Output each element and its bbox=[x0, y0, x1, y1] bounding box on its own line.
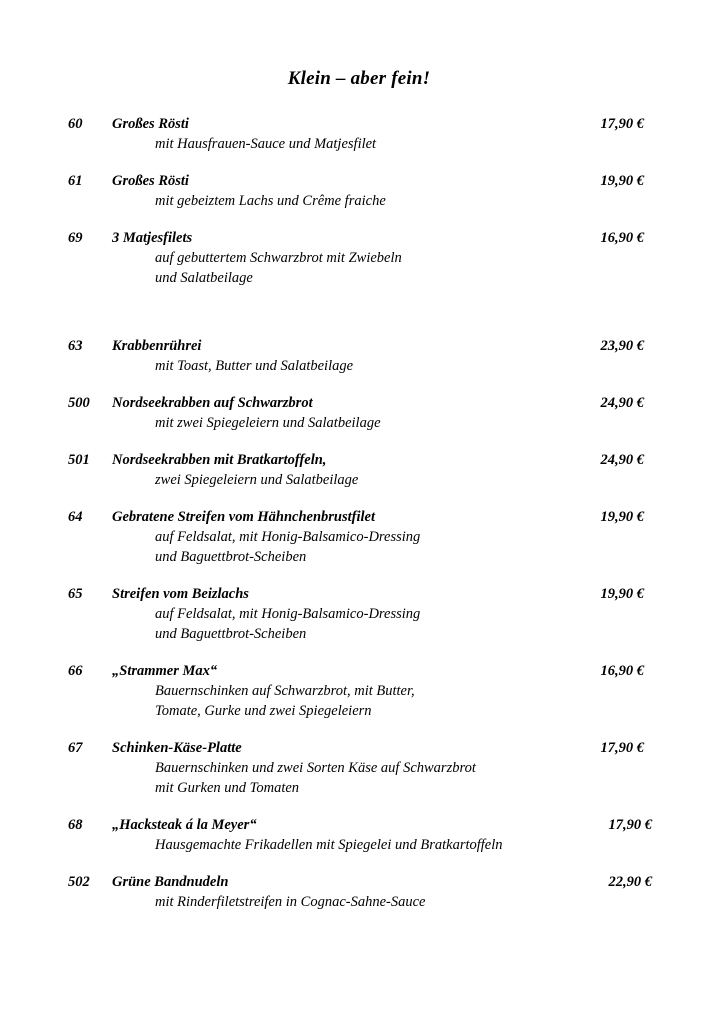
item-price: 16,90 € bbox=[600, 663, 644, 679]
item-number: 69 bbox=[68, 230, 83, 246]
item-name: Gebratene Streifen vom Hähnchenbrustfilet bbox=[112, 509, 376, 525]
item-number: 500 bbox=[68, 395, 90, 411]
item-price: 17,90 € bbox=[600, 116, 644, 132]
item-name: „Strammer Max“ bbox=[112, 663, 218, 679]
item-number: 64 bbox=[68, 509, 83, 525]
item-description-line: Hausgemachte Frikadellen mit Spiegelei und Bratkartoffeln bbox=[155, 837, 503, 853]
item-description-line: auf Feldsalat, mit Honig-Balsamico-Dressing bbox=[155, 529, 421, 545]
item-number: 66 bbox=[68, 663, 83, 679]
page-title: Klein – aber fein! bbox=[287, 68, 431, 89]
item-description-line: und Salatbeilage bbox=[155, 270, 253, 286]
item-description-line: zwei Spiegeleiern und Salatbeilage bbox=[155, 472, 359, 488]
item-description-line: mit Hausfrauen-Sauce und Matjesfilet bbox=[155, 136, 377, 152]
menu-item bbox=[0, 872, 724, 912]
item-name: Nordseekrabben mit Bratkartoffeln, bbox=[112, 452, 327, 468]
item-description-line: mit Gurken und Tomaten bbox=[155, 780, 300, 796]
item-name: Nordseekrabben auf Schwarzbrot bbox=[112, 395, 313, 411]
item-price: 23,90 € bbox=[600, 338, 644, 354]
menu-item bbox=[0, 228, 724, 288]
menu-item bbox=[0, 584, 724, 644]
item-description-line: mit Rinderfiletstreifen in Cognac-Sahne-Sauce bbox=[155, 894, 426, 910]
item-number: 60 bbox=[68, 116, 83, 132]
menu-item-list bbox=[0, 114, 724, 912]
item-description-line: Bauernschinken und zwei Sorten Käse auf Schwarzbrot bbox=[155, 760, 476, 776]
item-name: „Hacksteak á la Meyer“ bbox=[112, 817, 257, 833]
item-name: Grüne Bandnudeln bbox=[112, 874, 229, 890]
item-description-line: mit zwei Spiegeleiern und Salatbeilage bbox=[155, 415, 381, 431]
item-price: 19,90 € bbox=[600, 586, 644, 602]
item-price: 24,90 € bbox=[600, 452, 644, 468]
item-description-line: auf Feldsalat, mit Honig-Balsamico-Dressing bbox=[155, 606, 421, 622]
item-number: 68 bbox=[68, 817, 83, 833]
item-number: 63 bbox=[68, 338, 83, 354]
menu-item bbox=[0, 738, 724, 798]
item-price: 19,90 € bbox=[600, 509, 644, 525]
item-number: 67 bbox=[68, 740, 83, 756]
item-price: 19,90 € bbox=[600, 173, 644, 189]
item-name: Schinken-Käse-Platte bbox=[112, 740, 242, 756]
menu-item bbox=[0, 114, 724, 154]
menu-item bbox=[0, 393, 724, 433]
menu-item bbox=[0, 336, 724, 376]
item-number: 61 bbox=[68, 173, 83, 189]
menu-item bbox=[0, 450, 724, 490]
item-description-line: Tomate, Gurke und zwei Spiegeleiern bbox=[155, 703, 372, 719]
menu-item bbox=[0, 171, 724, 211]
item-description-line: und Baguettbrot-Scheiben bbox=[155, 549, 307, 565]
item-name: Großes Rösti bbox=[112, 116, 189, 132]
item-description-line: auf gebuttertem Schwarzbrot mit Zwiebeln bbox=[155, 250, 402, 266]
menu-item bbox=[0, 507, 724, 567]
item-price: 16,90 € bbox=[600, 230, 644, 246]
item-description-line: und Baguettbrot-Scheiben bbox=[155, 626, 307, 642]
item-description-line: mit Toast, Butter und Salatbeilage bbox=[155, 358, 354, 374]
item-description-line: Bauernschinken auf Schwarzbrot, mit Butter, bbox=[155, 683, 415, 699]
item-price: 17,90 € bbox=[600, 740, 644, 756]
item-price: 24,90 € bbox=[600, 395, 644, 411]
item-number: 502 bbox=[68, 874, 90, 890]
menu-item bbox=[0, 661, 724, 721]
item-price: 22,90 € bbox=[608, 874, 652, 890]
menu-item bbox=[0, 815, 724, 855]
item-name: Streifen vom Beizlachs bbox=[112, 586, 249, 602]
item-price: 17,90 € bbox=[608, 817, 652, 833]
item-number: 501 bbox=[68, 452, 90, 468]
item-number: 65 bbox=[68, 586, 83, 602]
item-name: 3 Matjesfilets bbox=[112, 230, 193, 246]
item-description-line: mit gebeiztem Lachs und Crême fraiche bbox=[155, 193, 386, 209]
item-name: Krabbenrührei bbox=[112, 338, 202, 354]
item-name: Großes Rösti bbox=[112, 173, 189, 189]
